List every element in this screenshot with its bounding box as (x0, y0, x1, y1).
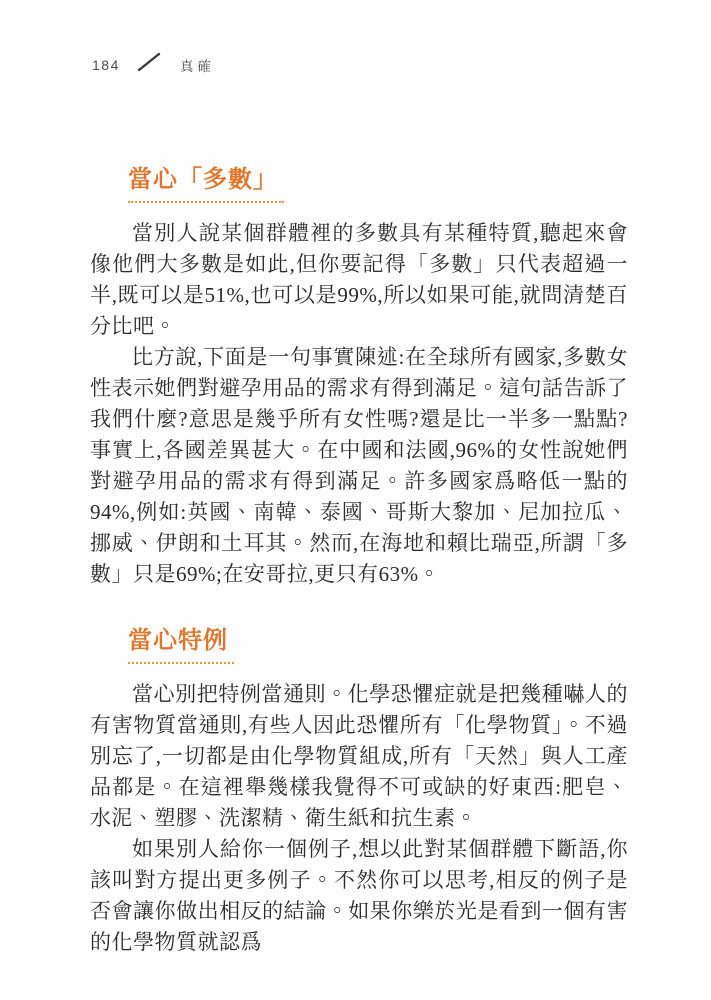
running-header (92, 52, 215, 77)
paragraph-majority-1: 當別人說某個群體裡的多數具有某種特質,聽起來會像他們大多數是如此,但你要記得「多數」只代表超過一半,既可以是51%,也可以是99%,所以如果可能,就問清楚百分比吧。 (90, 220, 628, 338)
book-title: 真確 (179, 58, 215, 74)
paragraph-exceptions-2: 如果別人給你一個例子,想以此對某個群體下斷語,你該叫對方提出更多例子。不然你可以思考,相反的例子是否會讓你做出相反的結論。如果你樂於光是看到一個有害的化學物質就認爲 (90, 836, 628, 954)
section-heading-exceptions (128, 627, 628, 664)
section-heading-text: 當心「多數」 (128, 166, 284, 203)
page-number: 184 (92, 56, 120, 73)
section-heading-majority (128, 166, 628, 203)
text-column (90, 166, 628, 958)
paragraph-majority-2: 比方說,下面是一句事實陳述:在全球所有國家,多數女性表示她們對避孕用品的需求有得到滿足。這句話告訴了我們什麼?意思是幾乎所有女性嗎?還是比一半多一點點?事實上,各國差異甚大。在中國和法國,96%的女性說她們對避孕用品的需求有得到滿足。許多國家爲略低一點的94%,例如:英國、南韓、泰國、哥斯大黎加、尼加拉瓜、挪威、伊朗和土耳其。然而,在海地和賴比瑞亞,所謂「多數」只是69%;在安哥拉,更只有63%。 (90, 344, 628, 586)
slash-divider-icon (136, 52, 162, 77)
section-heading-text: 當心特例 (128, 627, 234, 664)
paragraph-exceptions-1: 當心別把特例當通則。化學恐懼症就是把幾種嚇人的有害物質當通則,有些人因此恐懼所有「化學物質」。不過別忘了,一切都是由化學物質組成,所有「天然」與人工產品都是。在這裡舉幾樣我覺得不可或缺的好東西:肥皂、水泥、塑膠、洗潔精、衛生紙和抗生素。 (90, 681, 628, 830)
